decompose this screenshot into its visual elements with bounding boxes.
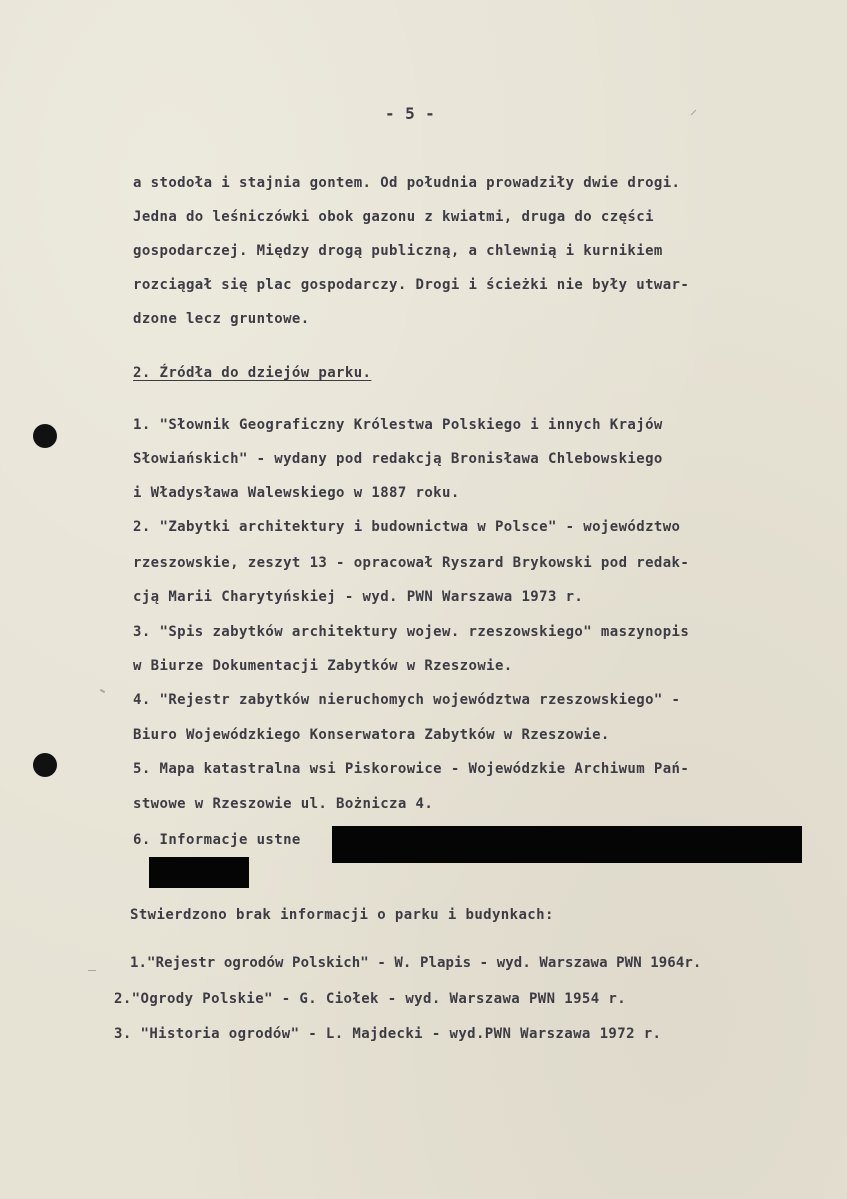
source-item-2-line-1: 2. "Zabytki architektury i budownictwa w Polsce" - województwo [133,519,681,535]
source-item-1-line-2: Słowiańskich" - wydany pod redakcją Bronisława Chlebowskiego [133,451,663,467]
margin-mark [100,689,105,693]
no-info-intro: Stwierdzono brak informacji o parku i budynkach: [130,907,554,923]
source-item-1-line-3: i Władysława Walewskiego w 1887 roku. [133,485,460,501]
margin-mark [691,110,697,116]
punch-hole-top [33,424,57,448]
punch-hole-bottom [33,753,57,777]
paragraph-line: gospodarczej. Między drogą publiczną, a chlewnią i kurnikiem [133,243,663,259]
source-item-6-line-1: 6. Informacje ustne [133,832,301,848]
source-item-4-line-2: Biuro Wojewódzkiego Konserwatora Zabytków w Rzeszowie. [133,727,610,743]
redaction-bar [149,857,249,888]
no-info-item-2: 2."Ogrody Polskie" - G. Ciołek - wyd. Warszawa PWN 1954 r. [114,991,627,1007]
source-item-2-line-3: cją Marii Charytyńskiej - wyd. PWN Warszawa 1973 r. [133,589,584,605]
paragraph-line: a stodoła i stajnia gontem. Od południa prowadziły dwie drogi. [133,175,681,191]
paragraph-line: Jedna do leśniczówki obok gazonu z kwiatmi, druga do części [133,209,654,225]
source-item-3-line-1: 3. "Spis zabytków architektury wojew. rzeszowskiego" maszynopis [133,624,690,640]
redaction-bar [332,826,802,863]
source-item-3-line-2: w Biurze Dokumentacji Zabytków w Rzeszowie. [133,658,513,674]
page-number: - 5 - [385,104,436,123]
paragraph-line: dzone lecz gruntowe. [133,311,310,327]
section-heading: 2. Źródła do dziejów parku. [133,365,372,381]
no-info-item-1: 1."Rejestr ogrodów Polskich" - W. Plapis - wyd. Warszawa PWN 1964r. [130,955,702,971]
margin-mark [88,970,96,971]
source-item-1-line-1: 1. "Słownik Geograficzny Królestwa Polskiego i innych Krajów [133,417,663,433]
paragraph-line: rozciągał się plac gospodarczy. Drogi i ścieżki nie były utwar- [133,277,690,293]
source-item-2-line-2: rzeszowskie, zeszyt 13 - opracował Ryszard Brykowski pod redak- [133,555,690,571]
source-item-5-line-2: stwowe w Rzeszowie ul. Bożnicza 4. [133,796,434,812]
no-info-item-3: 3. "Historia ogrodów" - L. Majdecki - wyd.PWN Warszawa 1972 r. [114,1026,662,1042]
source-item-5-line-1: 5. Mapa katastralna wsi Piskorowice - Wojewódzkie Archiwum Pań- [133,761,690,777]
source-item-4-line-1: 4. "Rejestr zabytków nieruchomych województwa rzeszowskiego" - [133,692,681,708]
